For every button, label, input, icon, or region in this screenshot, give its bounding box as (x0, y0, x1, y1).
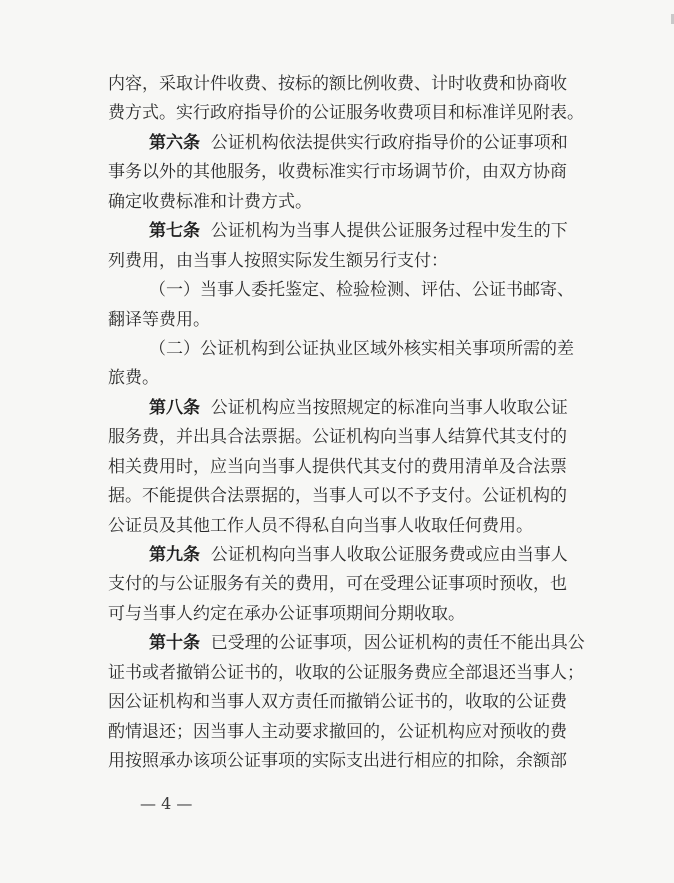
line-text: 列费用，由当事人按照实际发生额另行支付： (108, 250, 448, 271)
article-number: 第八条 (149, 397, 200, 418)
text-line (108, 306, 608, 335)
text-line (108, 688, 608, 717)
line-text: 已受理的公证事项，因公证机构的责任不能出具公 (200, 633, 585, 654)
line-text: 旅费。 (108, 368, 159, 389)
text-line (108, 247, 608, 276)
document-body (108, 70, 608, 777)
line-text: 因公证机构和当事人双方责任而撤销公证书的，收取的公证费 (108, 692, 567, 713)
line-text: 公证机构向当事人收取公证服务费或应由当事人 (200, 545, 568, 565)
text-line (108, 541, 608, 570)
line-text: 公证机构依法提供实行政府指导价的公证事项和 (200, 132, 568, 153)
line-text: 费方式。实行政府指导价的公证服务收费项目和标准详见附表。 (108, 103, 584, 124)
text-line (108, 482, 608, 511)
article-number: 第九条 (149, 545, 200, 565)
text-line (108, 217, 608, 246)
text-line (108, 70, 608, 99)
line-text: 公证机构为当事人提供公证服务过程中发生的下 (200, 221, 568, 242)
text-line (108, 453, 608, 482)
text-line (108, 158, 608, 187)
text-line (108, 335, 608, 364)
text-line (108, 512, 608, 541)
text-line (108, 600, 608, 629)
line-text: （一）当事人委托鉴定、检验检测、评估、公证书邮寄、 (149, 280, 574, 301)
line-text: 公证机构应当按照规定的标准向当事人收取公证 (200, 397, 568, 418)
article-number: 第六条 (149, 132, 200, 153)
text-line (108, 423, 608, 452)
line-text: 相关费用时，应当向当事人提供代其支付的费用清单及合法票 (108, 456, 567, 477)
line-text: 用按照承办该项公证事项的实际支出进行相应的扣除，余额部 (108, 751, 567, 772)
text-line (108, 747, 608, 776)
text-line (108, 129, 608, 158)
line-text: 酌情退还；因当事人主动要求撤回的，公证机构应对预收的费 (108, 721, 567, 742)
text-line (108, 718, 608, 747)
article-number: 第十条 (149, 633, 200, 654)
text-line (108, 188, 608, 217)
line-text: 内容，采取计件收费、按标的额比例收费、计时收费和协商收 (108, 74, 567, 94)
article-number: 第七条 (149, 221, 200, 242)
line-text: 公证员及其他工作人员不得私自向当事人收取任何费用。 (108, 515, 533, 536)
line-text: 事务以外的其他服务，收费标准实行市场调节价，由双方协商 (108, 162, 567, 183)
line-text: （二）公证机构到公证执业区域外核实相关事项所需的差 (149, 338, 574, 359)
line-text: 证书或者撤销公证书的，收取的公证服务费应全部退还当事人； (108, 662, 584, 683)
text-line (108, 570, 608, 599)
text-line (108, 99, 608, 128)
text-line (108, 276, 608, 305)
line-text: 服务费，并出具合法票据。公证机构向当事人结算代其支付的 (108, 427, 567, 448)
text-line (108, 364, 608, 393)
text-line (108, 394, 608, 423)
line-text: 据。不能提供合法票据的，当事人可以不予支付。公证机构的 (108, 486, 567, 507)
line-text: 可与当事人约定在承办公证事项期间分期收取。 (108, 603, 465, 624)
line-text: 翻译等费用。 (108, 309, 210, 330)
line-text: 支付的与公证服务有关的费用，可在受理公证事项时预收，也 (108, 574, 567, 595)
page-number: — 4 — (140, 794, 193, 813)
text-line (108, 629, 608, 658)
text-line (108, 659, 608, 688)
line-text: 确定收费标准和计费方式。 (108, 191, 312, 212)
